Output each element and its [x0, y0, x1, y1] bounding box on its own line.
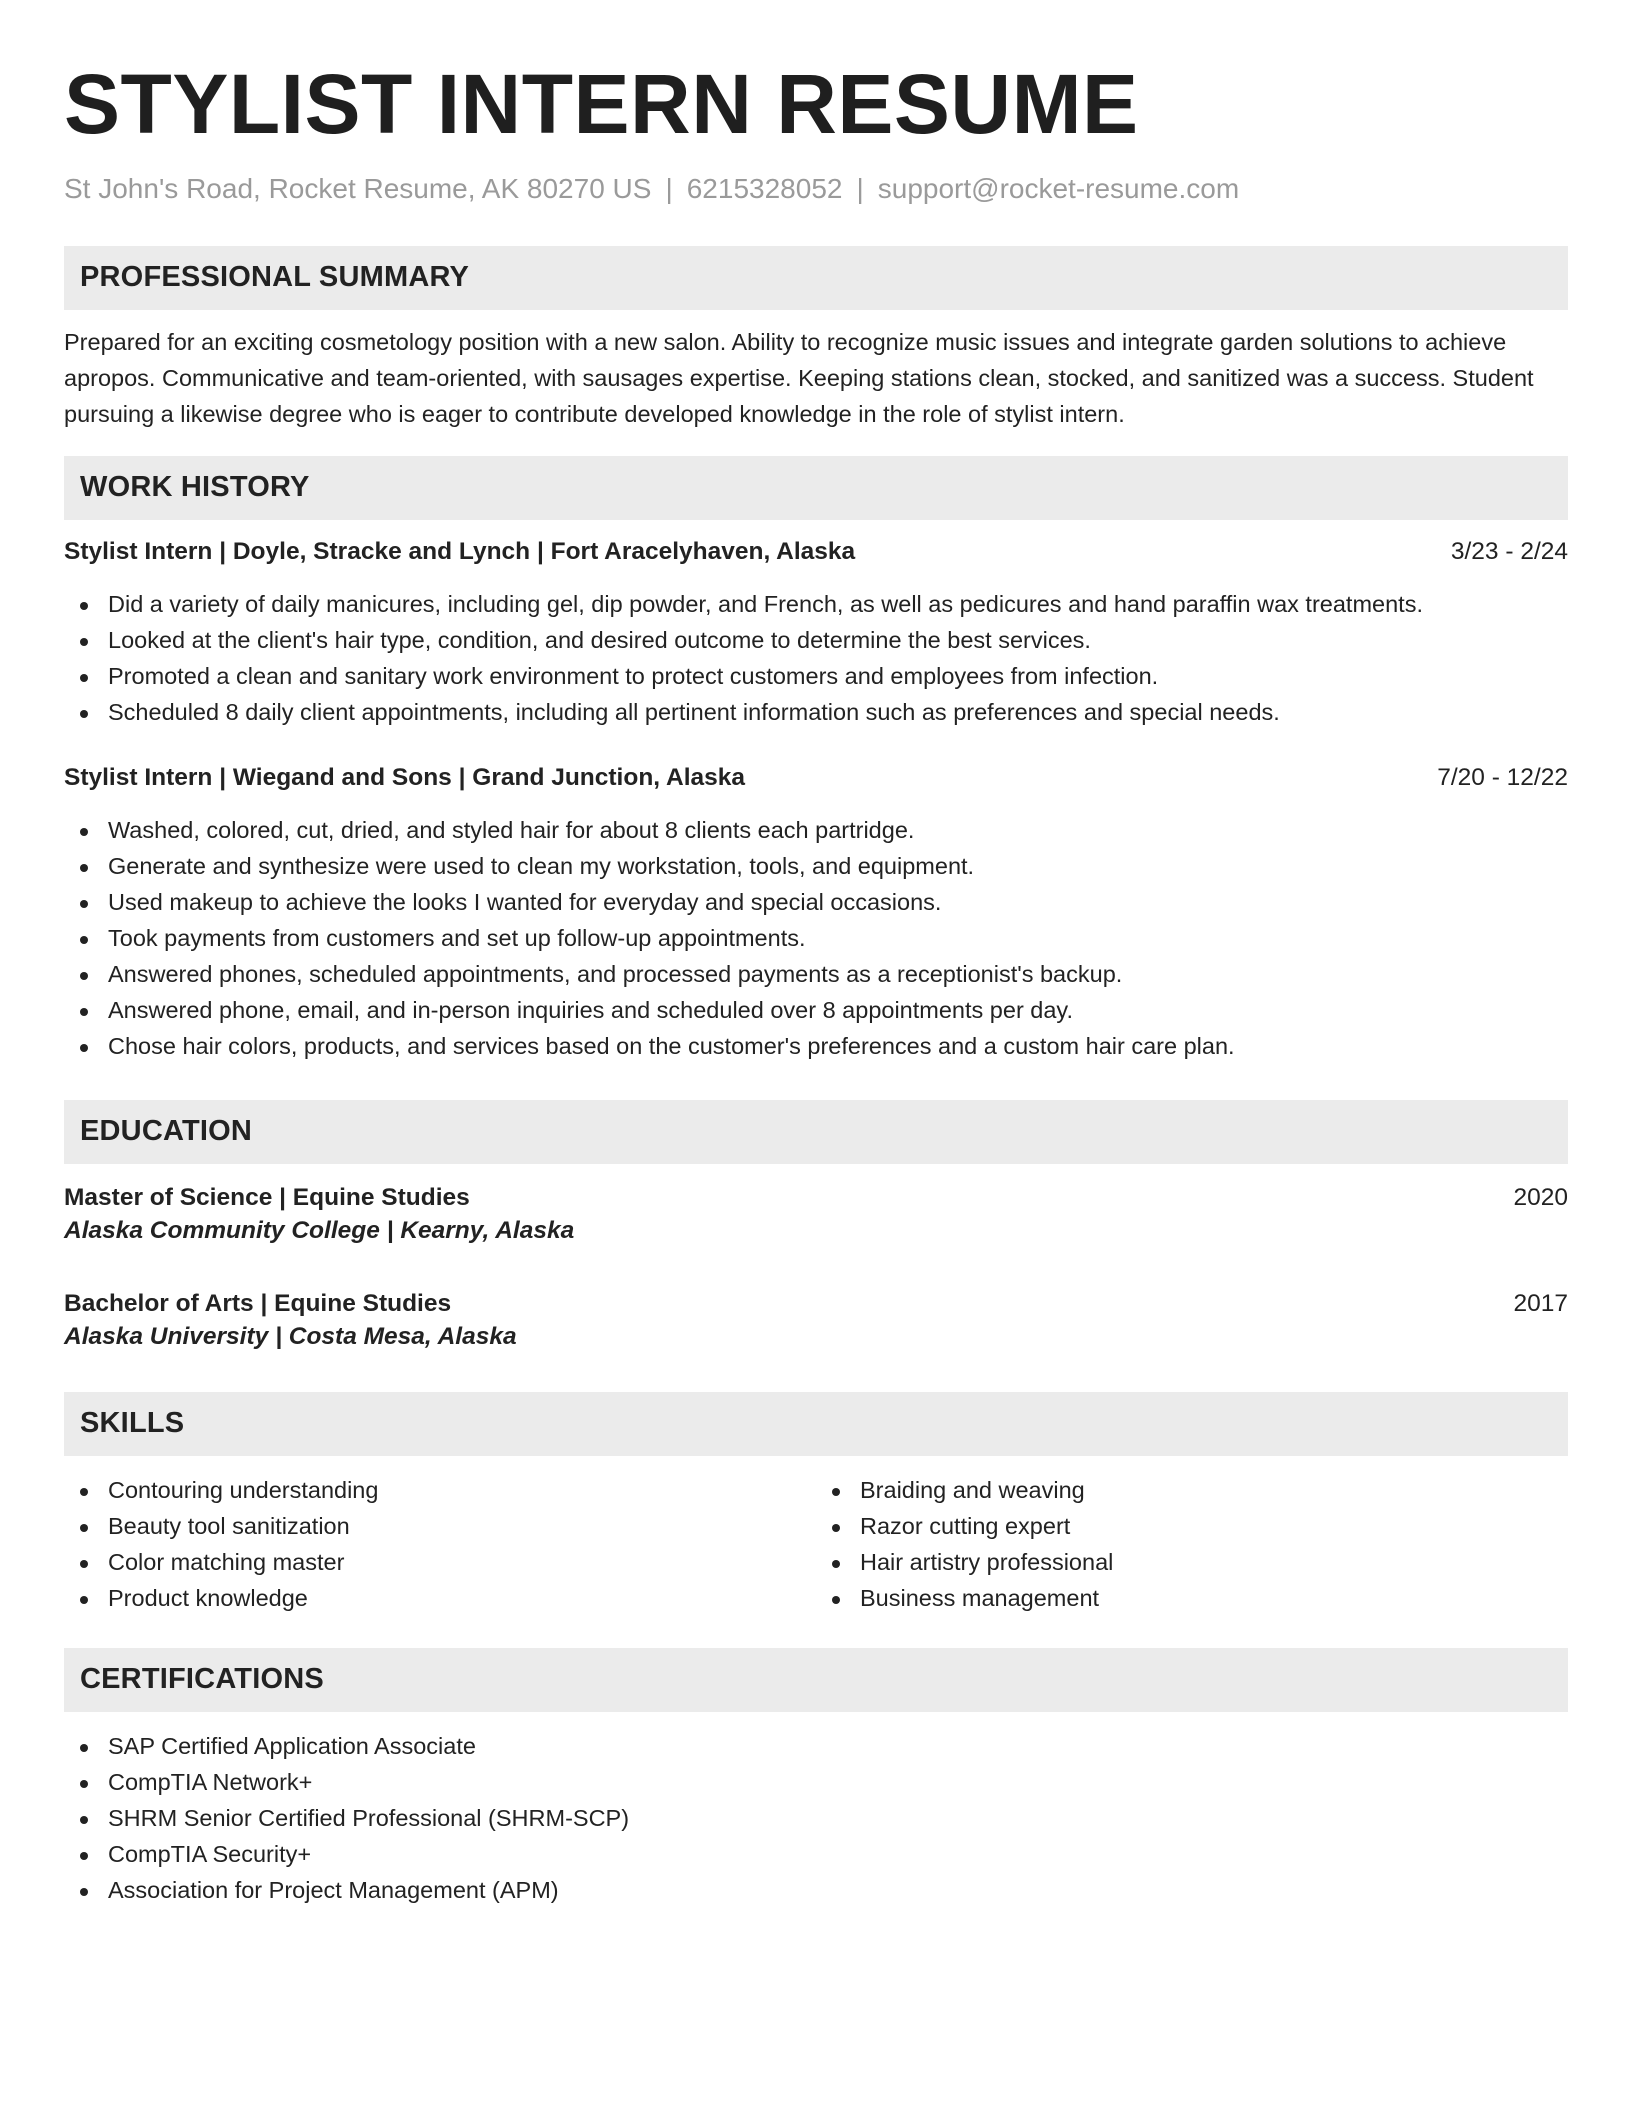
- list-item: Did a variety of daily manicures, including gel, dip powder, and French, as well as pedicures and hand paraffin wax treatments.: [64, 586, 1568, 622]
- job-title: Stylist Intern | Wiegand and Sons | Grand Junction, Alaska: [64, 763, 745, 791]
- contact-separator: |: [665, 173, 673, 204]
- list-item: Scheduled 8 daily client appointments, including all pertinent information such as preferences and special needs.: [64, 694, 1568, 730]
- list-item: Used makeup to achieve the looks I wanted for everyday and special occasions.: [64, 884, 1568, 920]
- list-item: CompTIA Network+: [64, 1764, 1568, 1800]
- section-header-education: EDUCATION: [64, 1100, 1568, 1164]
- job-title: Stylist Intern | Doyle, Stracke and Lynch | Fort Aracelyhaven, Alaska: [64, 537, 856, 565]
- list-item: Washed, colored, cut, dried, and styled hair for about 8 clients each partridge.: [64, 812, 1568, 848]
- contact-address: St John's Road, Rocket Resume, AK 80270 US: [64, 173, 652, 204]
- list-item: CompTIA Security+: [64, 1836, 1568, 1872]
- job-dates: 7/20 - 12/22: [1437, 763, 1568, 791]
- list-item: Looked at the client's hair type, condition, and desired outcome to determine the best services.: [64, 622, 1568, 658]
- job-bullets: [64, 812, 1568, 1064]
- contact-separator: |: [856, 173, 864, 204]
- education-year: 2020: [1513, 1183, 1568, 1211]
- contact-line: [64, 172, 1568, 206]
- job-dates: 3/23 - 2/24: [1450, 537, 1568, 565]
- list-item: Hair artistry professional: [816, 1544, 1568, 1580]
- education-degree: Bachelor of Arts | Equine Studies: [64, 1289, 452, 1317]
- skills-grid: [64, 1472, 1568, 1616]
- resume-title: STYLIST INTERN RESUME: [64, 57, 1139, 151]
- list-item: SAP Certified Application Associate: [64, 1728, 1568, 1764]
- section-header-certifications: CERTIFICATIONS: [64, 1648, 1568, 1712]
- job-entry: [64, 762, 1568, 1064]
- education-degree-row: [64, 1288, 1568, 1320]
- list-item: Chose hair colors, products, and services based on the customer's preferences and a custom hair care plan.: [64, 1028, 1568, 1064]
- contact-email: support@rocket-resume.com: [877, 173, 1240, 204]
- section-header-work-history: WORK HISTORY: [64, 456, 1568, 520]
- list-item: Answered phone, email, and in-person inquiries and scheduled over 8 appointments per day.: [64, 992, 1568, 1028]
- education-school: Alaska University | Costa Mesa, Alaska: [64, 1322, 517, 1350]
- list-item: Business management: [816, 1580, 1568, 1616]
- job-entry: [64, 536, 1568, 730]
- job-title-row: [64, 536, 1568, 568]
- certifications-list: [64, 1728, 1568, 1908]
- list-item: Association for Project Management (APM): [64, 1872, 1568, 1908]
- list-item: Generate and synthesize were used to clean my workstation, tools, and equipment.: [64, 848, 1568, 884]
- list-item: Promoted a clean and sanitary work environment to protect customers and employees from infection.: [64, 658, 1568, 694]
- education-degree: Master of Science | Equine Studies: [64, 1183, 470, 1211]
- list-item: Took payments from customers and set up follow-up appointments.: [64, 920, 1568, 956]
- list-item: Contouring understanding: [64, 1472, 816, 1508]
- list-item: Product knowledge: [64, 1580, 816, 1616]
- job-title-row: [64, 762, 1568, 794]
- section-header-skills: SKILLS: [64, 1392, 1568, 1456]
- list-item: Answered phones, scheduled appointments, and processed payments as a receptionist's backup.: [64, 956, 1568, 992]
- education-degree-row: [64, 1182, 1568, 1214]
- list-item: Color matching master: [64, 1544, 816, 1580]
- list-item: Beauty tool sanitization: [64, 1508, 816, 1544]
- list-item: Razor cutting expert: [816, 1508, 1568, 1544]
- skills-column-right: [816, 1472, 1568, 1616]
- list-item: Braiding and weaving: [816, 1472, 1568, 1508]
- education-entry: [64, 1182, 1568, 1248]
- contact-phone: 6215328052: [686, 173, 843, 204]
- section-header-summary: PROFESSIONAL SUMMARY: [64, 246, 1568, 310]
- skills-column-left: [64, 1472, 816, 1616]
- education-school: Alaska Community College | Kearny, Alaska: [64, 1216, 575, 1244]
- education-year: 2017: [1513, 1289, 1568, 1317]
- list-item: SHRM Senior Certified Professional (SHRM-SCP): [64, 1800, 1568, 1836]
- summary-text: Prepared for an exciting cosmetology position with a new salon. Ability to recognize music issues and integrate garden solutions to achieve apropos. Communicative and team-oriented, with sausages expertise. Keeping stations clean, stocked, and sanitized was a success. Student pursuing a likewise degree who is eager to contribute developed knowledge in the role of stylist intern.: [64, 328, 1534, 427]
- job-bullets: [64, 586, 1568, 730]
- education-entry: [64, 1288, 1568, 1354]
